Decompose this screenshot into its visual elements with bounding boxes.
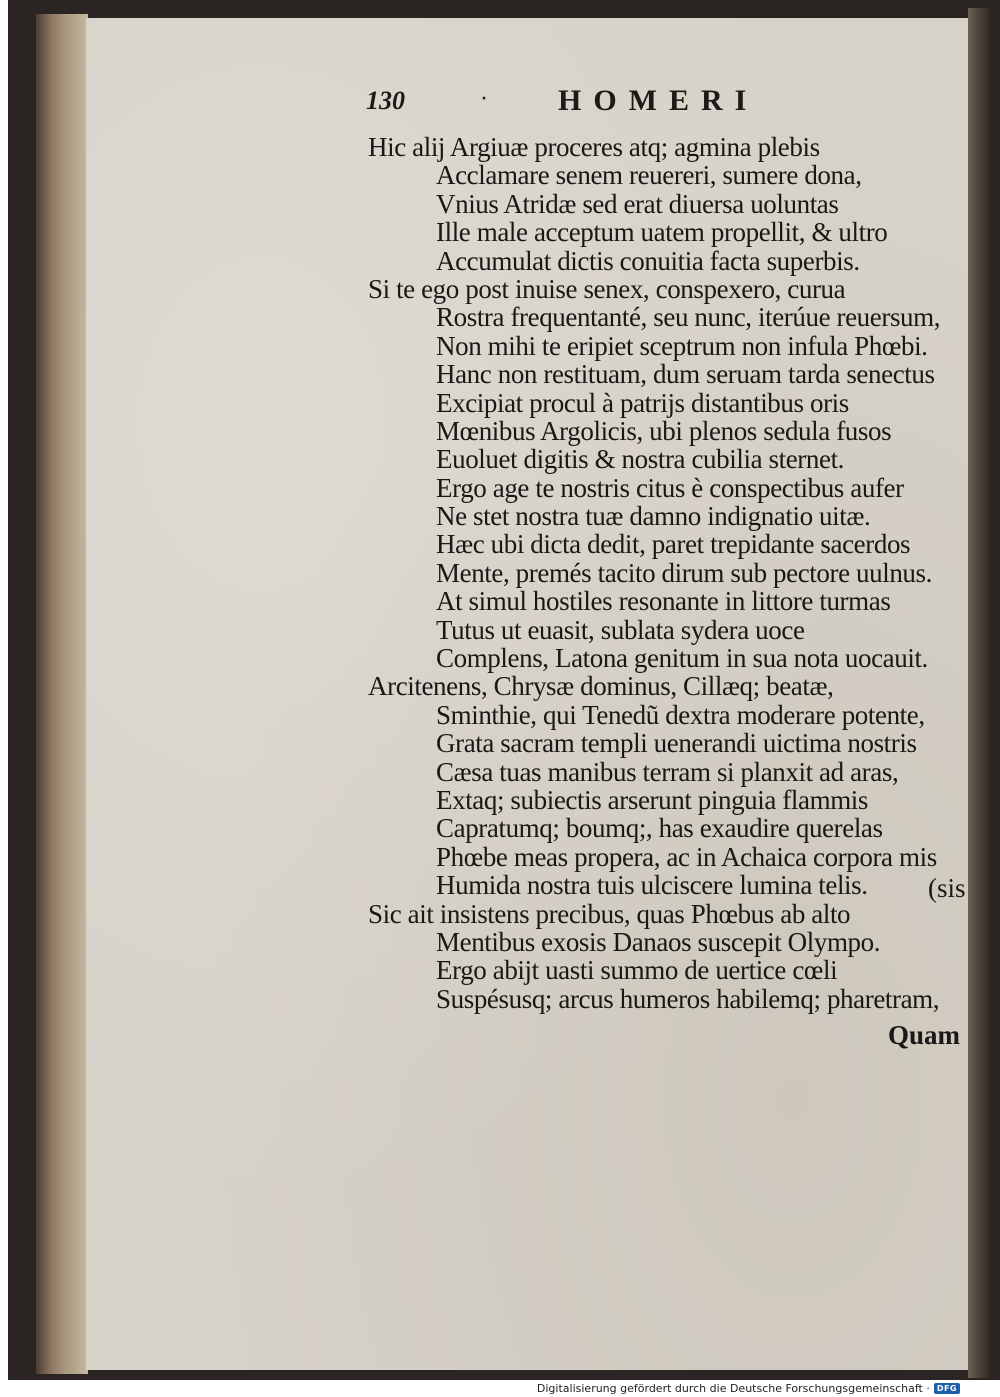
page-number: 130 (366, 86, 405, 115)
verse-line: Suspésusq; arcus humeros habilemq; pharetram, (436, 983, 940, 1014)
verse-line: Mente, premés tacito dirum sub pectore uulnus. (436, 557, 932, 588)
verse-text (368, 133, 968, 1013)
ornament-dot: · (480, 86, 488, 112)
verse-line: Euoluet digitis & nostra cubilia sternet. (436, 444, 845, 475)
verse-line: Tutus ut euasit, sublata sydera uoce (436, 614, 805, 645)
verse-line: Si te ego post inuise senex, conspexero, curua (368, 273, 846, 304)
verse-line: Mœnibus Argolicis, ubi plenos sedula fusos (436, 415, 892, 446)
verse-line: Vnius Atridæ sed erat diuersa uoluntas (436, 188, 839, 219)
verse-line: Sic ait insistens precibus, quas Phœbus ab alto (368, 898, 851, 929)
verse-line: Rostra frequentanté, seu nunc, iterúue reuersum, (436, 302, 941, 333)
footer-text: Digitalisierung gefördert durch die Deutsche Forschungsgemeinschaft · (536, 1381, 930, 1395)
footer (537, 1381, 960, 1395)
verse-line: Complens, Latona genitum in sua nota uocauit. (436, 643, 928, 674)
verse-line: Phœbe meas propera, ac in Achaica corpora mis (436, 841, 937, 872)
verse-line: Grata sacram templi uenerandi uictima nostris (436, 728, 917, 759)
verse-line: Hæc ubi dicta dedit, paret trepidante sacerdos (436, 529, 911, 560)
verse-line: Hic alij Argiuæ proceres atq; agmina plebis (368, 132, 820, 162)
book-edge (36, 14, 88, 1374)
verse-line: Ille male acceptum uatem propellit, & ultro (436, 217, 888, 248)
verse-line: Sminthie, qui Tenedũ dextra moderare potente, (436, 699, 925, 730)
verse-line: Non mihi te eripiet sceptrum non infula Phœbi. (436, 330, 928, 361)
verse-line: Ergo age te nostris citus è conspectibus aufer (436, 472, 904, 503)
verse-line: At simul hostiles resonante in littore turmas (436, 586, 891, 617)
verse-line: Hanc non restituam, dum seruam tarda senectus (436, 359, 935, 390)
verse-line: Accumulat dictis conuitia facta superbis. (436, 245, 860, 276)
book-gutter (968, 8, 990, 1378)
verse-line: Mentibus exosis Danaos suscepit Olympo. (436, 926, 881, 957)
verse-line: Humida nostra tuis ulciscere lumina telis. (436, 870, 868, 901)
verse-line: Arcitenens, Chrysæ dominus, Cillæq; beatæ, (368, 671, 834, 702)
verse-line: Cæsa tuas manibus terram si planxit ad aras, (436, 756, 899, 787)
catchword: Quam (888, 1020, 961, 1050)
dfg-logo-icon: DFG (934, 1383, 960, 1394)
running-head: HOMERI (558, 84, 759, 117)
verse-line: Capratumq; boumq;, has exaudire querelas (436, 813, 883, 844)
page-header (366, 84, 786, 124)
verse-line: Ne stet nostra tuæ damno indignatio uitæ. (436, 501, 871, 532)
margin-note: (sis (928, 873, 966, 903)
verse-line: Excipiat procul à patrijs distantibus oris (436, 387, 849, 418)
verse-line: Ergo abijt uasti summo de uertice cœli (436, 955, 838, 986)
verse-line: Acclamare senem reuereri, sumere dona, (436, 160, 862, 191)
verse-line: Extaq; subiectis arserunt pinguia flammis (436, 784, 869, 815)
